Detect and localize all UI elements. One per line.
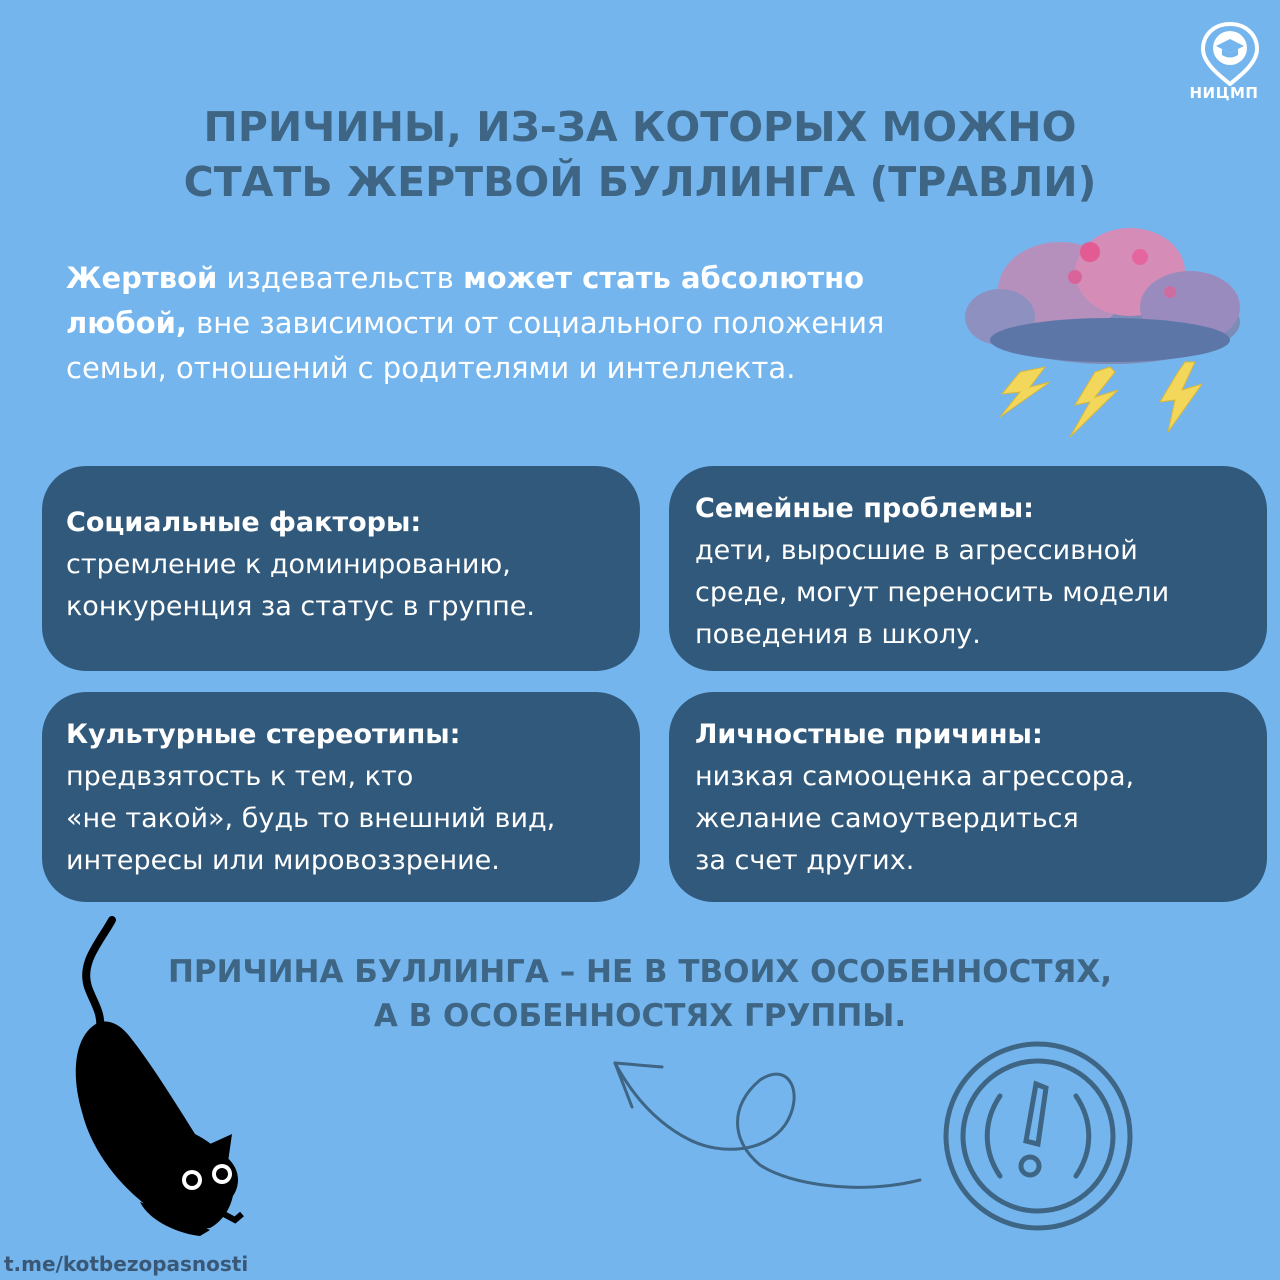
card-cultural-stereotypes: [42, 692, 640, 902]
graduation-cap-pin-icon: [1186, 18, 1274, 88]
card-body-line: поведения в школу.: [695, 619, 981, 650]
lightning-icon: [1070, 367, 1118, 437]
card-title: Семейные проблемы:: [695, 493, 1034, 524]
card-body-line: низкая самооценка агрессора,: [695, 761, 1135, 792]
arrow-doodle: [600, 1045, 940, 1195]
intro-text: [66, 256, 966, 391]
card-title: Личностные причины:: [695, 719, 1043, 750]
card-title: Культурные стереотипы:: [66, 719, 461, 750]
telegram-link[interactable]: t.me/kotbezopasnosti: [4, 1252, 249, 1276]
card-body-line: дети, выросшие в агрессивной: [695, 535, 1138, 566]
intro-text-4: вне зависимости от социального положения семьи, отношений с родителями и интеллекта.: [66, 306, 885, 385]
intro-text-2: издевательств: [217, 261, 464, 295]
black-cat-illustration: [60, 912, 260, 1242]
intro-bold-2: может стать абсолютно любой,: [66, 261, 865, 340]
card-social-factors: [42, 466, 640, 671]
lightning-icon: [1160, 362, 1202, 432]
card-title: Социальные факторы:: [66, 507, 422, 538]
card-body-line: желание самоутвердиться: [695, 803, 1079, 834]
page-title: [100, 100, 1180, 210]
storm-cloud-illustration: [960, 222, 1260, 442]
card-body-line: предвзятость к тем, кто: [66, 761, 414, 792]
card-body-line: «не такой», будь то внешний вид,: [66, 803, 556, 834]
bottom-message: [120, 950, 1160, 1038]
warning-icon: [938, 1036, 1138, 1236]
card-body-line: среде, могут переносить модели: [695, 577, 1170, 608]
card-body-line: стремление к доминированию,: [66, 549, 511, 580]
intro-bold-1: Жертвой: [66, 261, 218, 295]
logo-text: НИЦМП: [1189, 84, 1259, 102]
cloud-icon: [965, 228, 1240, 364]
bottom-line-1: ПРИЧИНА БУЛЛИНГА – НЕ В ТВОИХ ОСОБЕННОСТЯХ,: [167, 954, 1113, 990]
bottom-line-2: А В ОСОБЕННОСТЯХ ГРУППЫ.: [373, 998, 907, 1034]
card-body-line: за счет других.: [695, 845, 915, 876]
lightning-icon: [1000, 367, 1050, 417]
card-personal-reasons: [669, 692, 1267, 902]
title-line-2: СТАТЬ ЖЕРТВОЙ БУЛЛИНГА (ТРАВЛИ): [183, 158, 1097, 206]
card-body-line: конкуренция за статус в группе.: [66, 591, 535, 622]
card-family-problems: [669, 466, 1267, 671]
card-body-line: интересы или мировоззрение.: [66, 845, 500, 876]
logo: [1180, 18, 1280, 108]
title-line-1: ПРИЧИНЫ, ИЗ-ЗА КОТОРЫХ МОЖНО: [203, 103, 1077, 151]
